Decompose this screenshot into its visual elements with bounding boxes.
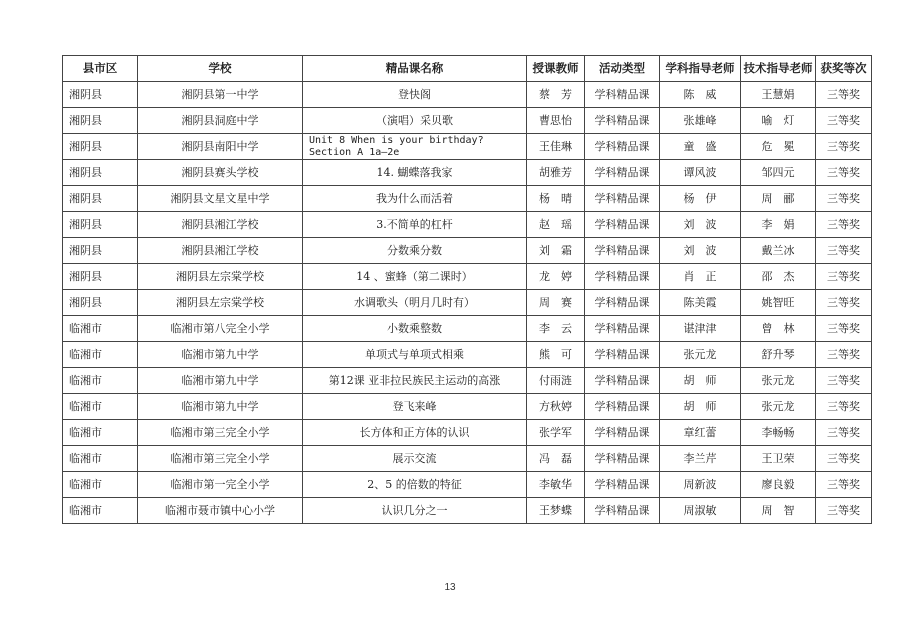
school-cell: 临湘市第三完全小学 [138, 420, 303, 446]
table-row [63, 368, 872, 394]
activity-type-cell: 学科精品课 [585, 420, 660, 446]
subject-advisor-cell: 刘 波 [660, 212, 741, 238]
activity-type-cell: 学科精品课 [585, 186, 660, 212]
activity-type-cell: 学科精品课 [585, 238, 660, 264]
county-cell: 临湘市 [63, 316, 138, 342]
teacher-cell: 杨 晴 [527, 186, 585, 212]
teacher-cell: 王梦蝶 [527, 498, 585, 524]
table-row [63, 160, 872, 186]
table-row [63, 394, 872, 420]
school-cell: 湘阴县左宗棠学校 [138, 290, 303, 316]
tech-advisor-cell: 周 智 [741, 498, 816, 524]
course-cell: 2、5 的倍数的特征 [303, 472, 527, 498]
activity-type-cell: 学科精品课 [585, 108, 660, 134]
school-cell: 临湘市第九中学 [138, 368, 303, 394]
course-cell: 水调歌头（明月几时有） [303, 290, 527, 316]
activity-type-cell: 学科精品课 [585, 134, 660, 160]
award-cell: 三等奖 [816, 108, 872, 134]
course-cell: Unit 8 When is your birthday? Section A 1a—2e [303, 134, 527, 160]
award-cell: 三等奖 [816, 186, 872, 212]
tech-advisor-cell: 李 娟 [741, 212, 816, 238]
school-cell: 湘阴县湘江学校 [138, 212, 303, 238]
table-row [63, 316, 872, 342]
subject-advisor-cell: 陈美霞 [660, 290, 741, 316]
header-school: 学校 [138, 56, 303, 82]
county-cell: 湘阴县 [63, 212, 138, 238]
course-cell: 小数乘整数 [303, 316, 527, 342]
subject-advisor-cell: 肖 正 [660, 264, 741, 290]
award-cell: 三等奖 [816, 368, 872, 394]
header-tech-advisor: 技术指导老师 [741, 56, 816, 82]
subject-advisor-cell: 童 盛 [660, 134, 741, 160]
county-cell: 湘阴县 [63, 290, 138, 316]
subject-advisor-cell: 谌津津 [660, 316, 741, 342]
county-cell: 临湘市 [63, 420, 138, 446]
teacher-cell: 龙 婷 [527, 264, 585, 290]
subject-advisor-cell: 杨 伊 [660, 186, 741, 212]
course-cell: 单项式与单项式相乘 [303, 342, 527, 368]
course-cell: （演唱）采贝歌 [303, 108, 527, 134]
subject-advisor-cell: 张雄峰 [660, 108, 741, 134]
subject-advisor-cell: 周淑敏 [660, 498, 741, 524]
award-cell: 三等奖 [816, 82, 872, 108]
teacher-cell: 蔡 芳 [527, 82, 585, 108]
table-row [63, 264, 872, 290]
award-cell: 三等奖 [816, 446, 872, 472]
award-cell: 三等奖 [816, 342, 872, 368]
course-cell: 展示交流 [303, 446, 527, 472]
teacher-cell: 李 云 [527, 316, 585, 342]
teacher-cell: 冯 磊 [527, 446, 585, 472]
activity-type-cell: 学科精品课 [585, 160, 660, 186]
county-cell: 湘阴县 [63, 264, 138, 290]
table-row [63, 238, 872, 264]
table-row [63, 212, 872, 238]
activity-type-cell: 学科精品课 [585, 264, 660, 290]
tech-advisor-cell: 舒升琴 [741, 342, 816, 368]
award-cell: 三等奖 [816, 394, 872, 420]
course-cell: 14. 蝴蝶落我家 [303, 160, 527, 186]
header-award: 获奖等次 [816, 56, 872, 82]
tech-advisor-cell: 喻 灯 [741, 108, 816, 134]
course-cell: 14 、蜜蜂（第二课时） [303, 264, 527, 290]
activity-type-cell: 学科精品课 [585, 498, 660, 524]
tech-advisor-cell: 周 郦 [741, 186, 816, 212]
teacher-cell: 付雨涟 [527, 368, 585, 394]
teacher-cell: 赵 瑶 [527, 212, 585, 238]
tech-advisor-cell: 危 冕 [741, 134, 816, 160]
subject-advisor-cell: 谭风波 [660, 160, 741, 186]
tech-advisor-cell: 曾 林 [741, 316, 816, 342]
award-cell: 三等奖 [816, 472, 872, 498]
county-cell: 湘阴县 [63, 134, 138, 160]
teacher-cell: 李敏华 [527, 472, 585, 498]
header-county: 县市区 [63, 56, 138, 82]
tech-advisor-cell: 张元龙 [741, 368, 816, 394]
table-row [63, 446, 872, 472]
county-cell: 湘阴县 [63, 160, 138, 186]
subject-advisor-cell: 胡 师 [660, 394, 741, 420]
school-cell: 湘阴县赛头学校 [138, 160, 303, 186]
table-header-row [63, 56, 872, 82]
award-cell: 三等奖 [816, 238, 872, 264]
activity-type-cell: 学科精品课 [585, 316, 660, 342]
subject-advisor-cell: 张元龙 [660, 342, 741, 368]
header-course: 精品课名称 [303, 56, 527, 82]
table-row [63, 186, 872, 212]
table-row [63, 420, 872, 446]
school-cell: 临湘市第一完全小学 [138, 472, 303, 498]
county-cell: 临湘市 [63, 446, 138, 472]
course-cell: 分数乘分数 [303, 238, 527, 264]
course-cell: 我为什么而活着 [303, 186, 527, 212]
teacher-cell: 胡雅芳 [527, 160, 585, 186]
school-cell: 临湘市聂市镇中心小学 [138, 498, 303, 524]
course-cell: 第12课 亚非拉民族民主运动的高涨 [303, 368, 527, 394]
activity-type-cell: 学科精品课 [585, 290, 660, 316]
tech-advisor-cell: 廖良毅 [741, 472, 816, 498]
tech-advisor-cell: 李畅畅 [741, 420, 816, 446]
table-row [63, 342, 872, 368]
table-row [63, 82, 872, 108]
teacher-cell: 方秋婷 [527, 394, 585, 420]
course-cell: 登快阁 [303, 82, 527, 108]
county-cell: 湘阴县 [63, 238, 138, 264]
award-cell: 三等奖 [816, 290, 872, 316]
header-teacher: 授课教师 [527, 56, 585, 82]
tech-advisor-cell: 邵 杰 [741, 264, 816, 290]
subject-advisor-cell: 胡 师 [660, 368, 741, 394]
school-cell: 湘阴县湘江学校 [138, 238, 303, 264]
table-row [63, 134, 872, 160]
school-cell: 临湘市第九中学 [138, 342, 303, 368]
award-cell: 三等奖 [816, 134, 872, 160]
subject-advisor-cell: 刘 波 [660, 238, 741, 264]
award-cell: 三等奖 [816, 316, 872, 342]
subject-advisor-cell: 章红蕾 [660, 420, 741, 446]
course-cell: 3.不简单的杠杆 [303, 212, 527, 238]
header-activity-type: 活动类型 [585, 56, 660, 82]
county-cell: 湘阴县 [63, 186, 138, 212]
tech-advisor-cell: 王卫荣 [741, 446, 816, 472]
activity-type-cell: 学科精品课 [585, 342, 660, 368]
header-subject-advisor: 学科指导老师 [660, 56, 741, 82]
activity-type-cell: 学科精品课 [585, 394, 660, 420]
page-number: 13 [444, 582, 456, 593]
tech-advisor-cell: 姚智旺 [741, 290, 816, 316]
subject-advisor-cell: 李兰芹 [660, 446, 741, 472]
activity-type-cell: 学科精品课 [585, 212, 660, 238]
tech-advisor-cell: 王慧娟 [741, 82, 816, 108]
school-cell: 湘阴县洞庭中学 [138, 108, 303, 134]
teacher-cell: 熊 可 [527, 342, 585, 368]
activity-type-cell: 学科精品课 [585, 82, 660, 108]
activity-type-cell: 学科精品课 [585, 446, 660, 472]
school-cell: 湘阴县左宗棠学校 [138, 264, 303, 290]
award-cell: 三等奖 [816, 420, 872, 446]
school-cell: 湘阴县第一中学 [138, 82, 303, 108]
award-cell: 三等奖 [816, 212, 872, 238]
county-cell: 湘阴县 [63, 82, 138, 108]
activity-type-cell: 学科精品课 [585, 472, 660, 498]
teacher-cell: 刘 霜 [527, 238, 585, 264]
award-cell: 三等奖 [816, 160, 872, 186]
teacher-cell: 曹思怡 [527, 108, 585, 134]
subject-advisor-cell: 陈 威 [660, 82, 741, 108]
county-cell: 湘阴县 [63, 108, 138, 134]
county-cell: 临湘市 [63, 472, 138, 498]
county-cell: 临湘市 [63, 394, 138, 420]
tech-advisor-cell: 张元龙 [741, 394, 816, 420]
award-cell: 三等奖 [816, 264, 872, 290]
course-cell: 登飞来峰 [303, 394, 527, 420]
school-cell: 临湘市第九中学 [138, 394, 303, 420]
teacher-cell: 张学军 [527, 420, 585, 446]
school-cell: 湘阴县文星文星中学 [138, 186, 303, 212]
tech-advisor-cell: 邹四元 [741, 160, 816, 186]
table-row [63, 498, 872, 524]
course-cell: 长方体和正方体的认识 [303, 420, 527, 446]
teacher-cell: 王佳琳 [527, 134, 585, 160]
award-table [62, 55, 872, 524]
school-cell: 临湘市第三完全小学 [138, 446, 303, 472]
county-cell: 临湘市 [63, 368, 138, 394]
county-cell: 临湘市 [63, 342, 138, 368]
course-cell: 认识几分之一 [303, 498, 527, 524]
tech-advisor-cell: 戴兰冰 [741, 238, 816, 264]
subject-advisor-cell: 周新波 [660, 472, 741, 498]
activity-type-cell: 学科精品课 [585, 368, 660, 394]
table-row [63, 108, 872, 134]
table-row [63, 290, 872, 316]
teacher-cell: 周 赛 [527, 290, 585, 316]
school-cell: 湘阴县南阳中学 [138, 134, 303, 160]
award-cell: 三等奖 [816, 498, 872, 524]
county-cell: 临湘市 [63, 498, 138, 524]
table-row [63, 472, 872, 498]
school-cell: 临湘市第八完全小学 [138, 316, 303, 342]
